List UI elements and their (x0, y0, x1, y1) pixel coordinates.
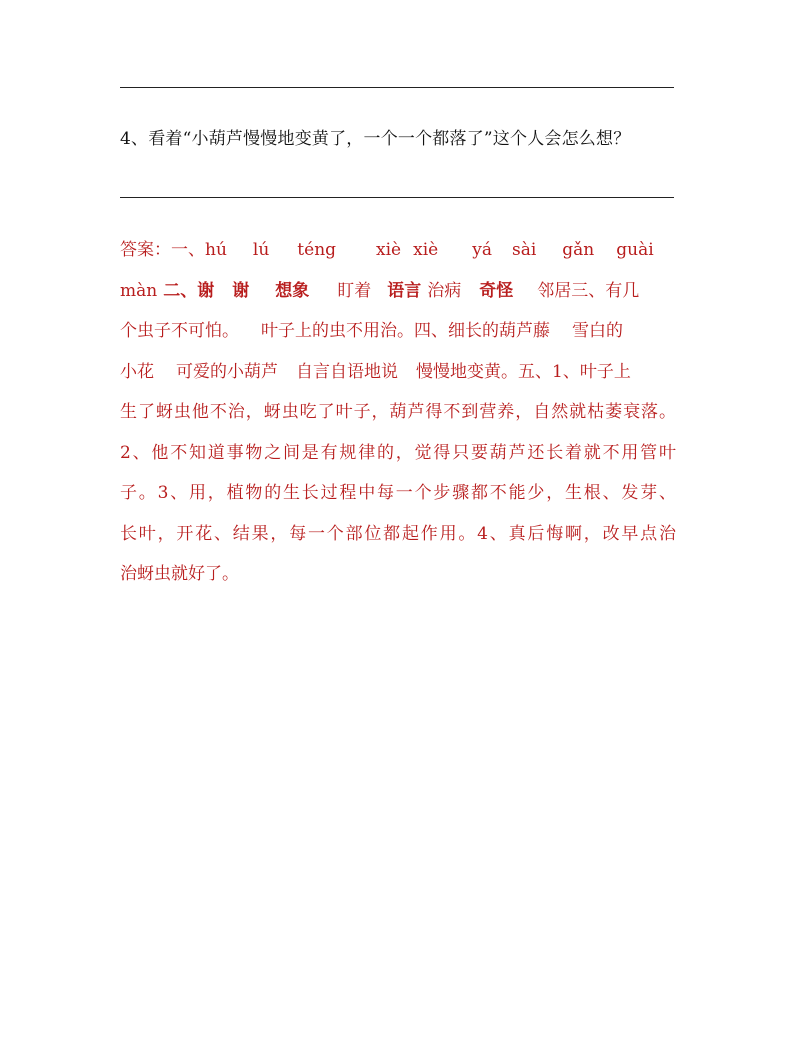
answer-line-2-seg: 二、谢 (163, 280, 215, 301)
answer-line-3-seg: 雪白的 (572, 321, 623, 341)
answer-line-2-seg: 盯着 (337, 280, 372, 301)
answer-line-3-seg: 个虫子不可怕。 (120, 321, 239, 341)
answer-blank-line-2 (120, 197, 674, 198)
answer-line-2-seg: 谢 (232, 280, 250, 301)
answer-line-4 (120, 352, 676, 393)
answer-line-1-seg: yá (472, 240, 492, 260)
answer-line-1-seg: sài (511, 240, 537, 260)
answer-line-8: 长叶，开花、结果，每一个部位都起作用。4、真后悔啊，改早点治 (120, 523, 676, 544)
answer-line-2-seg: 治病 (427, 280, 462, 301)
answer-line-1-seg: guài (616, 240, 654, 260)
answer-line-2-seg: 想象 (275, 280, 310, 301)
answer-line-4-seg: 小花 (120, 361, 154, 382)
answer-line-3 (120, 311, 676, 352)
answer-line-1-seg: lú (252, 240, 270, 260)
answer-blank-line-1 (120, 87, 674, 88)
answer-line-2 (120, 271, 676, 312)
answer-line-1-seg: xiè (376, 240, 402, 260)
answer-line-1-seg: xiè (413, 240, 439, 260)
answer-line-4-seg: 可爱的小葫芦 (176, 361, 278, 382)
answer-line-2-seg: màn (120, 280, 158, 301)
answer-line-2-seg: 奇怪 (479, 280, 514, 301)
answer-line-1 (120, 230, 676, 271)
answer-line-2-seg: 语言 (387, 280, 422, 301)
answer-line-9: 治蚜虫就好了。 (120, 564, 239, 584)
answer-line-4-seg: 慢慢地变黄。五、1、叶子上 (416, 361, 631, 382)
answer-line-3-seg: 叶子上的虫不用治。四、细长的葫芦藤 (261, 321, 550, 341)
answer-block (120, 230, 676, 595)
question-4: 4、看着“小葫芦慢慢地变黄了，一个一个都落了”这个人会怎么想？ (120, 129, 631, 149)
answer-line-1-seg: 答案：一、hú (120, 240, 227, 260)
answer-line-2-seg: 邻居三、有几 (537, 280, 640, 301)
answer-line-4-seg: 自言自语地说 (296, 361, 398, 382)
answer-line-5: 生了蚜虫他不治，蚜虫吃了叶子，葫芦得不到营养，自然就枯萎衰落。 (120, 402, 676, 422)
answer-line-7: 子。3、用，植物的生长过程中每一个步骤都不能少，生根、发芽、 (120, 483, 676, 503)
answer-line-1-seg: téng (297, 240, 337, 260)
answer-line-1-seg: gǎn (562, 240, 595, 260)
answer-line-6: 2、他不知道事物之间是有规律的，觉得只要葫芦还长着就不用管叶 (120, 442, 676, 463)
